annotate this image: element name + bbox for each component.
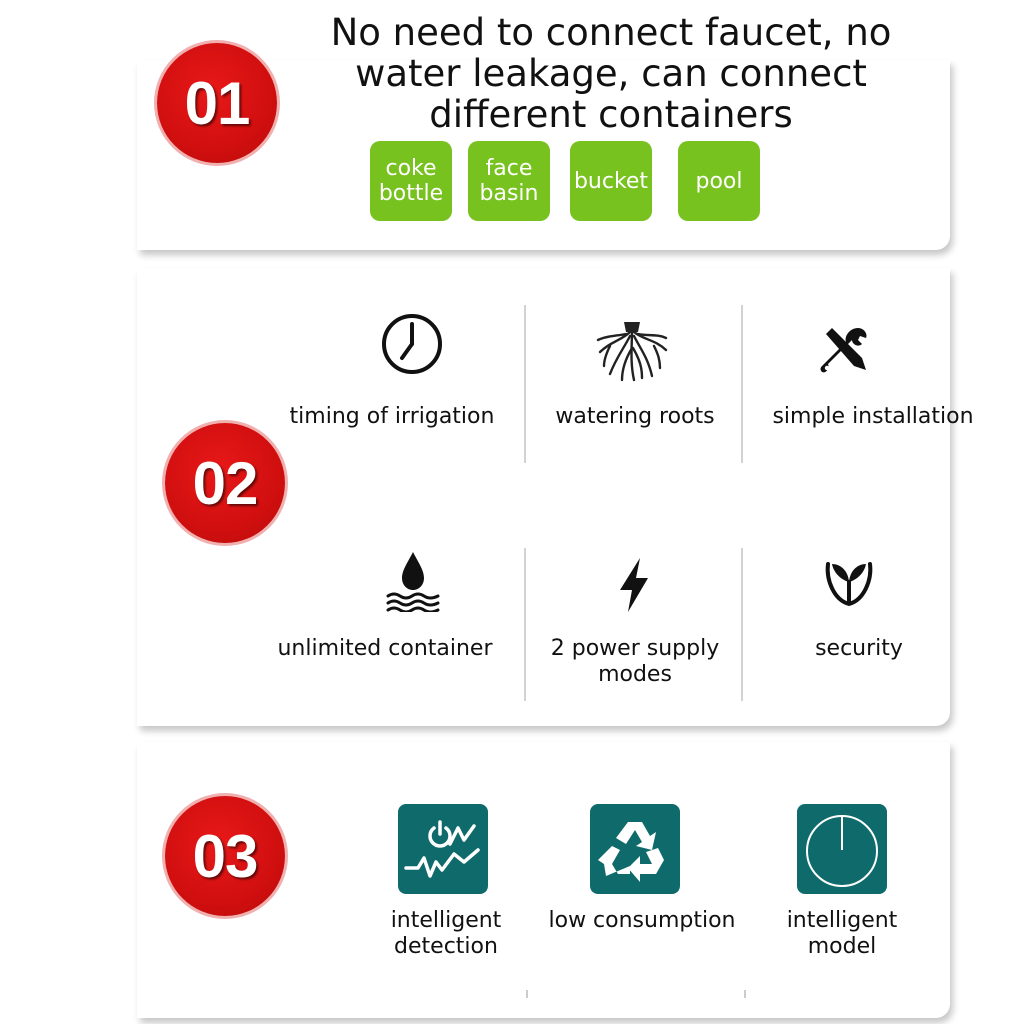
tools-icon (818, 324, 870, 376)
roots-icon (596, 318, 668, 384)
power-dial-icon (797, 804, 887, 894)
detection-icon (398, 804, 488, 894)
section2-number-badge: 02 (165, 423, 285, 543)
feature-label-timing: timing of irrigation (289, 404, 495, 429)
tag-bucket: bucket (570, 141, 652, 221)
divider (526, 990, 528, 998)
lightning-icon (614, 556, 654, 614)
feature-label-detection: intelligent detection (390, 908, 502, 959)
feature-label-consumption: low consumption (548, 908, 736, 933)
recycle-tile (590, 804, 680, 894)
clock-icon (380, 312, 444, 376)
section1-headline: No need to connect faucet, no water leakage, can connect different containers (330, 11, 892, 136)
detection-tile (398, 804, 488, 894)
divider (744, 990, 746, 998)
feature-label-power: 2 power supply modes (550, 636, 720, 687)
divider (524, 305, 526, 463)
power-dial-tile (797, 804, 887, 894)
sprout-icon (820, 556, 878, 608)
tag-face-basin: face basin (468, 141, 550, 221)
feature-label-roots: watering roots (555, 404, 715, 429)
section3-number-badge: 03 (165, 796, 285, 916)
water-drop-icon (384, 548, 442, 612)
feature-label-model: intelligent model (786, 908, 898, 959)
tag-pool: pool (678, 141, 760, 221)
feature-label-container: unlimited container (277, 636, 493, 661)
section1-number-badge: 01 (157, 43, 277, 163)
feature-label-installation: simple installation (772, 404, 974, 429)
tag-coke-bottle: coke bottle (370, 141, 452, 221)
divider (741, 548, 743, 701)
divider (741, 305, 743, 463)
recycle-icon (590, 804, 680, 894)
divider (524, 548, 526, 701)
feature-label-security: security (815, 636, 903, 661)
